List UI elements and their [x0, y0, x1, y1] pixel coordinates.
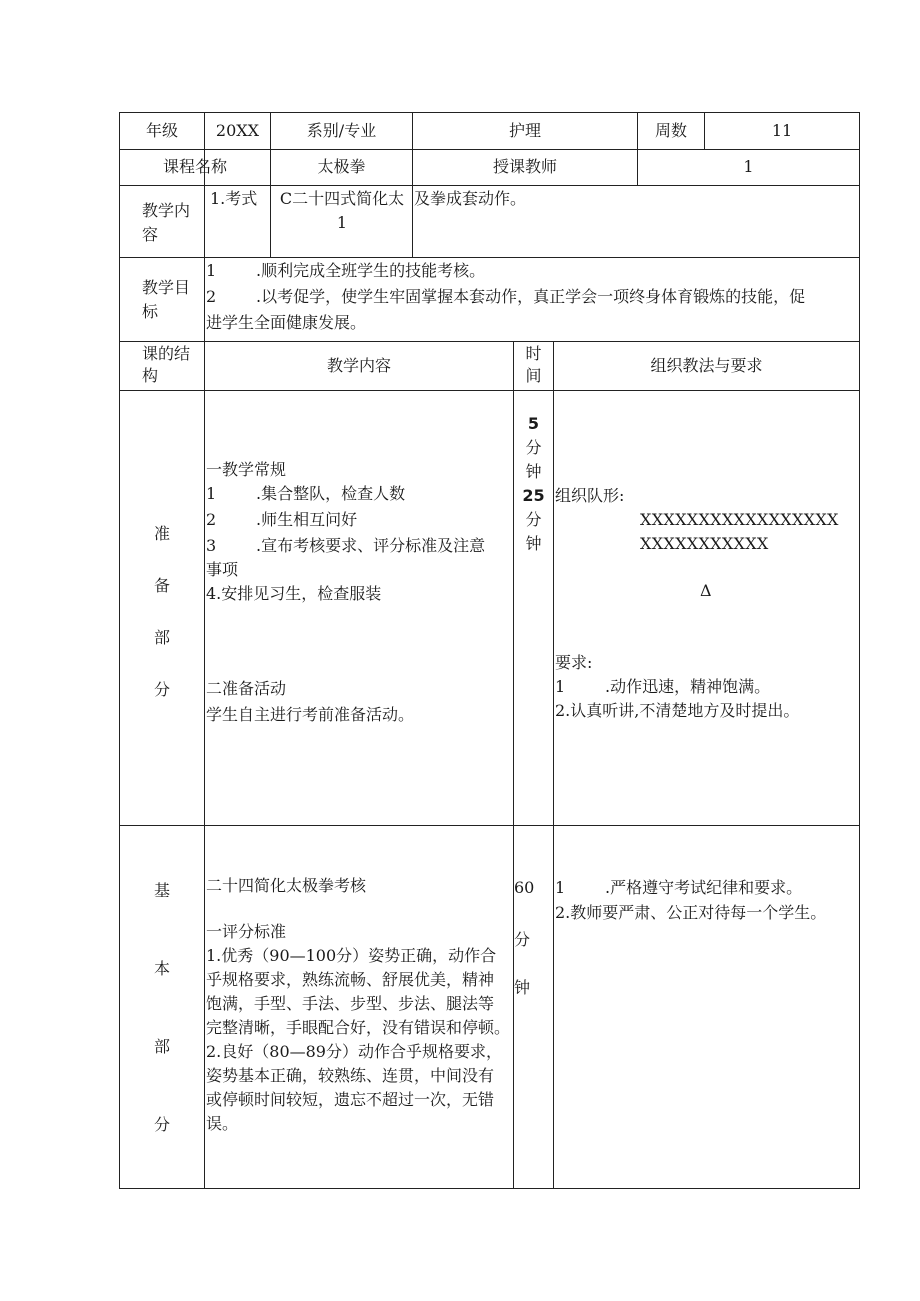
section-char: 部 — [153, 628, 170, 647]
time-char: 钟 — [525, 462, 542, 481]
prep-item-number: 2 — [206, 510, 217, 529]
prep-requirement — [555, 675, 770, 699]
grading-line: 或停顿时间较短，遗忘不超过一次，无错 — [206, 1090, 495, 1109]
row-divider — [119, 341, 860, 342]
content-col2 — [272, 187, 412, 235]
prep-item — [206, 482, 405, 506]
time-char: 分 — [525, 510, 542, 529]
prep-item-number: 1 — [206, 484, 217, 503]
basic-subheading: 一评分标准 — [206, 922, 287, 941]
formation-label: 组织队形: — [555, 486, 625, 505]
basic-time — [514, 874, 553, 1002]
section-char: 备 — [153, 576, 170, 595]
requirement-text: .动作迅速，精神饱满。 — [605, 677, 771, 696]
prep-item-text: .师生相互问好 — [256, 510, 358, 529]
structure-label-line: 构 — [142, 366, 159, 385]
basic-requirement — [555, 876, 802, 900]
grading-line: 完整清晰，手眼配合好，没有错误和停顿。 — [206, 1018, 511, 1037]
prep-item-text: .集合整队，检查人数 — [256, 484, 406, 503]
row-divider — [119, 257, 860, 258]
prep-item-number: 3 — [206, 536, 217, 555]
objective-number: 1 — [206, 261, 217, 280]
time-char: 60 — [514, 878, 535, 897]
content-label-line: 教学内 — [142, 201, 191, 220]
content-col3: 及拳成套动作。 — [414, 189, 527, 208]
grading-line: 饱满，手型、手法、步型、步法、腿法等 — [206, 994, 495, 1013]
time-char: 钟 — [525, 534, 542, 553]
grading-line: 误。 — [206, 1114, 239, 1133]
section-char: 基 — [153, 881, 170, 900]
structure-label-line: 课的结 — [142, 344, 191, 363]
teaching-content-header: 教学内容 — [326, 356, 391, 375]
time-header — [514, 343, 553, 387]
grading-line: 姿势基本正确，较熟练、连贯，中间没有 — [206, 1066, 495, 1085]
teacher-label: 授课教师 — [492, 157, 557, 176]
col-divider — [204, 341, 205, 1189]
time-char: 分 — [525, 438, 542, 457]
basic-requirement: 2.教师要严肃、公正对待每一个学生。 — [555, 903, 827, 922]
teacher-position-mark: Δ — [700, 581, 712, 600]
requirement-number: 1 — [555, 878, 566, 897]
section-char: 准 — [153, 524, 170, 543]
basic-title: 二十四简化太极拳考核 — [206, 876, 367, 895]
content-label — [142, 199, 190, 247]
prep-requirements-label: 要求: — [555, 653, 593, 672]
prep-item-text: .宣布考核要求、评分标准及注意 — [256, 536, 486, 555]
formation-row: XXXXXXXXXXX — [640, 534, 769, 553]
objective-number: 2 — [206, 287, 217, 306]
time-char: 25 — [522, 486, 545, 505]
prep-heading-warmup: 二准备活动 — [206, 679, 287, 698]
objectives-label-line: 教学目 — [142, 278, 191, 297]
time-char: 钟 — [514, 978, 531, 997]
department-label: 系别/专业 — [306, 121, 377, 140]
content-col1: 1.考式 — [210, 189, 258, 208]
grading-excellent — [206, 944, 510, 1040]
row-divider — [119, 149, 860, 150]
grade-label: 年级 — [145, 121, 178, 140]
teacher-value: 1 — [743, 157, 754, 176]
course-label: 课程名称 — [162, 157, 227, 176]
time-char: 5 — [527, 414, 540, 433]
objective-item — [206, 259, 485, 283]
objective-text: .顺利完成全班学生的技能考核。 — [256, 261, 486, 280]
prep-requirement: 2.认真听讲,不清楚地方及时提出。 — [555, 701, 800, 720]
content-col2-line: 1 — [336, 213, 348, 232]
prep-section-title — [120, 508, 204, 716]
prep-item — [206, 508, 357, 532]
col-divider — [204, 257, 205, 341]
grading-good — [206, 1040, 502, 1136]
objective-item — [206, 285, 805, 309]
content-label-line: 容 — [142, 225, 159, 244]
prep-heading-routine: 一教学常规 — [206, 460, 287, 479]
prep-item — [206, 534, 485, 558]
requirement-number: 1 — [555, 677, 566, 696]
prep-warmup-text: 学生自主进行考前准备活动。 — [206, 705, 415, 724]
section-char: 部 — [153, 1037, 170, 1056]
section-char: 分 — [153, 1115, 170, 1134]
col-divider — [553, 341, 554, 1189]
grade-value: 20XX — [215, 121, 260, 140]
department-value: 护理 — [508, 121, 541, 140]
course-value: 太极拳 — [317, 157, 366, 176]
time-header-line: 间 — [525, 366, 542, 385]
objectives-label-line: 标 — [142, 302, 159, 321]
week-value: 11 — [771, 121, 793, 140]
grading-line: 乎规格要求，熟练流畅、舒展优美，精神 — [206, 970, 495, 989]
formation-row: XXXXXXXXXXXXXXXXX — [640, 510, 839, 529]
objective-text: .以考促学，使学生牢固掌握本套动作，真正学会一项终身体育锻炼的技能，促 — [256, 287, 806, 306]
prep-item-continued: 事项 — [206, 560, 239, 579]
section-char: 本 — [153, 959, 170, 978]
grading-line: 1.优秀（90—100分）姿势正确，动作合 — [206, 946, 497, 965]
grading-line: 2.良好（80—89分）动作合乎规格要求， — [206, 1042, 502, 1061]
prep-time — [514, 412, 553, 556]
requirement-text: .严格遵守考试纪律和要求。 — [605, 878, 803, 897]
content-col2-line: C二十四式简化太 — [279, 189, 405, 208]
structure-label — [142, 343, 190, 387]
prep-item: 4.安排见习生，检查服装 — [206, 584, 382, 603]
organization-header: 组织教法与要求 — [650, 356, 763, 375]
row-divider — [119, 390, 860, 391]
week-label: 周数 — [654, 121, 687, 140]
time-header-line: 时 — [525, 344, 542, 363]
objectives-label — [142, 276, 190, 324]
row-divider — [119, 825, 860, 826]
basic-section-title — [120, 852, 204, 1164]
time-char: 分 — [514, 930, 531, 949]
objective-text-continued: 进学生全面健康发展。 — [206, 313, 367, 332]
section-char: 分 — [153, 680, 170, 699]
row-divider — [119, 185, 860, 186]
